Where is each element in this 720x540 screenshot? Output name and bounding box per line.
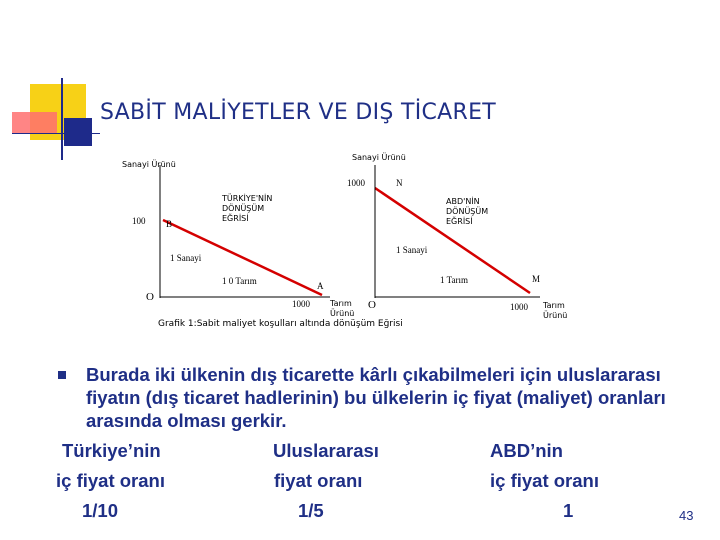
- graph-caption: Grafik 1:Sabit maliyet koşulları altında dönüşüm Eğrisi: [158, 319, 403, 329]
- left-curve-label-1: TÜRKİYE'NİN: [222, 194, 273, 203]
- right-ratio-industry: 1 Sanayi: [396, 245, 428, 255]
- left-point-b: B: [166, 219, 173, 229]
- col3-line2: iç fiyat oranı: [490, 470, 599, 491]
- bullet-paragraph: Burada iki ülkenin dış ticarette kârlı çıkabilmeleri için uluslararası fiyatın (dış ticaret hadlerinin) bu ülkelerin iç fiyat (maliyet) oranları arasında olması gerkir.: [86, 364, 666, 431]
- right-y-axis-label: Sanayi Ürünü: [352, 153, 406, 162]
- right-curve-label-3: EĞRİSİ: [446, 217, 473, 226]
- right-x-value: 1000: [510, 302, 528, 312]
- left-x-value: 1000: [292, 299, 310, 309]
- left-curve-label-3: EĞRİSİ: [222, 214, 249, 223]
- col1-line2: iç fiyat oranı: [56, 470, 165, 491]
- right-point-n: N: [396, 178, 403, 188]
- left-curve-label-2: DÖNÜŞÜM: [222, 204, 265, 213]
- right-origin: O: [368, 299, 376, 311]
- left-point-a: A: [317, 281, 324, 291]
- right-ratio-agri: 1 Tarım: [440, 275, 468, 285]
- col2-value: 1/5: [298, 500, 324, 521]
- slide-title: SABİT MALİYETLER VE DIŞ TİCARET: [100, 100, 497, 125]
- left-x-axis-label-1: Tarım: [330, 299, 352, 308]
- left-ratio-agri: 1 0 Tarım: [222, 276, 257, 286]
- left-origin: O: [146, 291, 154, 303]
- col2-line2: fiyat oranı: [274, 470, 363, 491]
- col1-line1: Türkiye’nin: [62, 440, 161, 461]
- right-x-axis-label-1: Tarım: [543, 301, 565, 310]
- right-x-axis-label-2: Ürünü: [543, 311, 568, 320]
- right-curve-label-2: DÖNÜŞÜM: [446, 207, 489, 216]
- left-ratio-industry: 1 Sanayi: [170, 253, 202, 263]
- col2-line1: Uluslararası: [273, 440, 379, 461]
- col1-value: 1/10: [82, 500, 119, 521]
- left-y-axis-label: Sanayi Ürünü: [122, 160, 176, 169]
- col3-value: 1: [563, 500, 574, 521]
- bullet-square-icon: [58, 371, 66, 379]
- right-y-value: 1000: [347, 178, 365, 188]
- col3-line1: ABD’nin: [490, 440, 563, 461]
- left-y-value: 100: [132, 216, 146, 226]
- right-point-m: M: [532, 274, 541, 284]
- right-curve-label-1: ABD'NİN: [446, 197, 480, 206]
- page-number: 43: [679, 508, 694, 523]
- left-x-axis-label-2: Ürünü: [330, 309, 355, 318]
